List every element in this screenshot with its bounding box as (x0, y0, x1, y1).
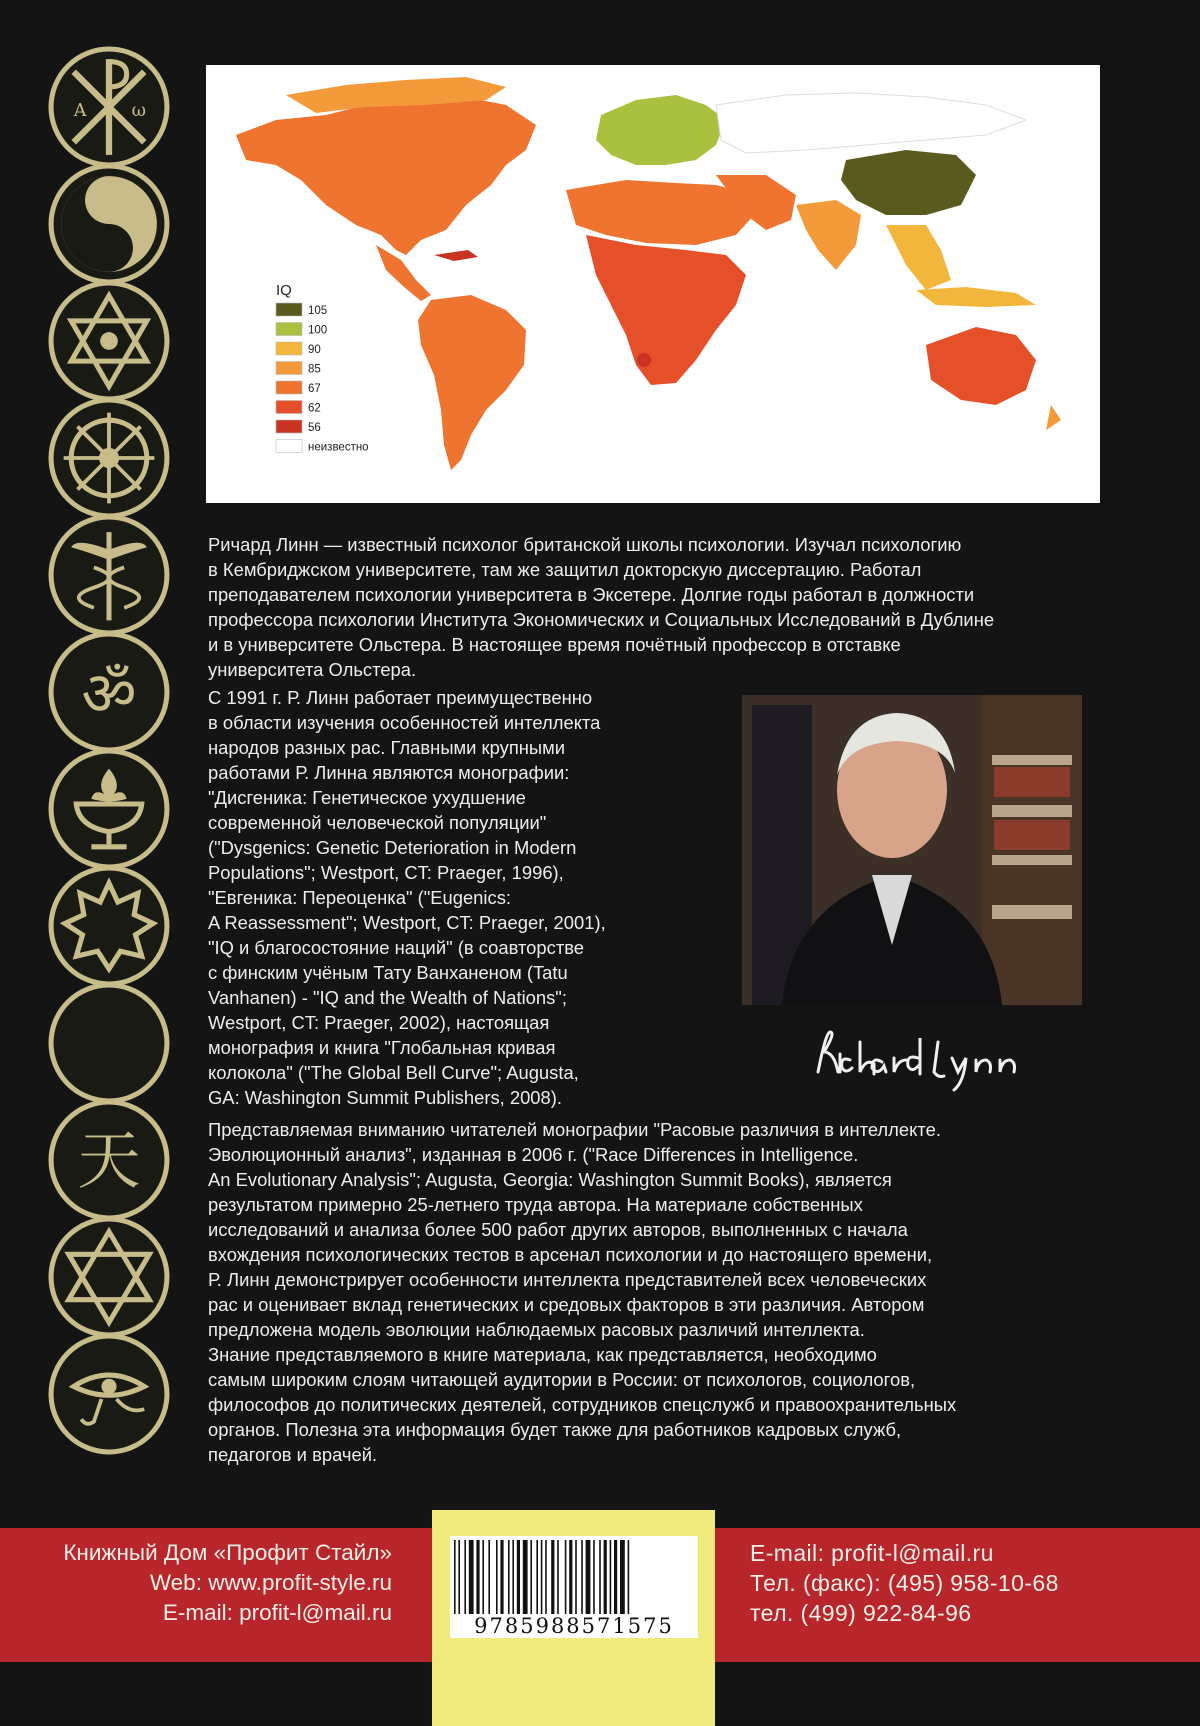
svg-text:天: 天 (77, 1124, 141, 1198)
australia-region (926, 327, 1036, 405)
barcode-bar (512, 1540, 514, 1614)
text-line: преподавателем психологии университета в Эксетере. Долгие годы работал в должности (208, 584, 975, 605)
bio-works (208, 685, 678, 1110)
indonesia-region (916, 287, 1036, 307)
text-line: Vanhanen) - "IQ and the Wealth of Nations"; (208, 987, 567, 1008)
east-asia-region (841, 150, 976, 215)
publisher-name: Книжный Дом «Профит Стайл» (63, 1540, 392, 1565)
text-line: рас и оценивает вклад генетических и средовых факторов в эти различия. Автором (208, 1294, 925, 1315)
barcode-bar (530, 1540, 532, 1614)
barcode-bar (599, 1540, 601, 1614)
legend-label: 85 (308, 363, 321, 376)
legend-swatch (276, 362, 302, 375)
barcode-bar (610, 1540, 612, 1614)
legend-label: 62 (308, 402, 321, 415)
chi-rho-icon (46, 44, 172, 170)
text-line: ("Dysgenics: Genetic Deterioration in Modern (208, 837, 577, 858)
legend-label: 100 (308, 324, 328, 337)
bio-closing (208, 1117, 1120, 1467)
text-line: и в университете Ольстера. В настоящее время почётный профессор в отставке (208, 634, 901, 655)
tian-character-icon (46, 1097, 172, 1223)
contact-email[interactable]: E-mail: profit-l@mail.ru (750, 1540, 994, 1566)
contact-phone: тел. (499) 922-84-96 (750, 1600, 972, 1626)
barcode-bar (536, 1540, 538, 1614)
text-line: Представляемая вниманию читателей монографии "Расовые различия в интеллекте. (208, 1119, 941, 1140)
legend-swatch (276, 303, 302, 316)
text-line: работами Р. Линна являются монографии: (208, 762, 570, 783)
contact-phone-fax: Тел. (факс): (495) 958-10-68 (750, 1570, 1059, 1596)
barcode-panel (432, 1510, 715, 1726)
text-line: A Reassessment"; Westport, CT: Praeger, 2001), (208, 912, 606, 933)
publisher-web[interactable]: Web: www.profit-style.ru (149, 1570, 392, 1595)
text-line: в области изучения особенностей интеллекта (208, 712, 601, 733)
north-america-region (236, 95, 536, 255)
barcode-bar (551, 1540, 554, 1614)
dharma-wheel-icon (46, 395, 172, 521)
barcode-bar (586, 1540, 591, 1614)
text-line: монография и книга "Глобальная кривая (208, 1037, 556, 1058)
barcode-bar (581, 1540, 583, 1614)
barcode-bar (545, 1540, 547, 1614)
barcode-bar (517, 1540, 520, 1614)
barcode-bar (575, 1540, 577, 1614)
barcode-bar (488, 1540, 490, 1614)
russia-region (716, 93, 1026, 153)
text-line: предложена модель эволюции наблюдаемых расовых различий интеллекта. (208, 1319, 865, 1340)
barcode-bar (620, 1540, 625, 1614)
text-line: самым широким слоям читающей аудитории в России: от психологов, социологов, (208, 1369, 916, 1390)
nine-pointed-star-icon (46, 863, 172, 989)
star-of-david-skull-icon (46, 278, 172, 404)
map-legend-title: IQ (276, 282, 292, 299)
text-line: Эволюционный анализ", изданная в 2006 г. ("Race Differences in Intelligence. (208, 1144, 859, 1165)
text-line: в Кембриджском университете, там же защитил докторскую диссертацию. Работал (208, 559, 922, 580)
barcode-bar (569, 1540, 572, 1614)
legend-label: 90 (308, 344, 321, 356)
bio-intro (208, 532, 1120, 682)
eye-of-horus-icon (46, 1331, 172, 1457)
europe-region (596, 95, 726, 165)
barcode-bar (458, 1540, 460, 1614)
north-africa-region (566, 180, 754, 245)
legend-swatch (276, 401, 302, 414)
barcode-bar (496, 1540, 498, 1614)
barcode-bar (500, 1540, 503, 1614)
publisher-email[interactable]: E-mail: profit-l@mail.ru (162, 1600, 392, 1625)
barcode-bar (454, 1540, 456, 1614)
text-line: результатом примерно 25-летнего труда автора. На материале собственных (208, 1194, 863, 1215)
text-line: GA: Washington Summit Publishers, 2008). (208, 1087, 563, 1108)
text-line: Р. Линн демонстрирует особенности интеллекта представителей всех человеческих (208, 1269, 927, 1290)
barcode-bar (593, 1540, 595, 1614)
map-legend (276, 303, 369, 454)
text-line: философов до политических деятелей, сотрудников спецслужб и правоохранительных (208, 1394, 957, 1415)
text-line: исследований и анализа более 500 работ других авторов, выполненных с начала (208, 1219, 908, 1240)
text-line: вхождения психологических тестов в арсенал психологии и до настоящего времени, (208, 1244, 933, 1265)
crescent-moon-icon (46, 980, 172, 1106)
barcode-bar (476, 1540, 479, 1614)
text-line: университета Ольстера. (208, 659, 417, 680)
text-line: С 1991 г. Р. Линн работает преимущественно (208, 687, 593, 708)
author-signature (808, 1012, 1068, 1092)
world-iq-map (206, 65, 1100, 503)
text-line: Знание представляемого в книге материала, как представляется, необходимо (208, 1344, 877, 1365)
legend-swatch (276, 381, 302, 394)
south-asia-region (796, 200, 861, 270)
star-of-david-icon (46, 1214, 172, 1340)
text-line: органов. Полезна эта информация будет также для работников кадровых служб, (208, 1419, 902, 1440)
barcode-bar (508, 1540, 510, 1614)
barcode-bar (541, 1540, 543, 1614)
text-line: "Дисгеника: Генетическое ухудшение (208, 787, 526, 808)
legend-swatch (276, 323, 302, 336)
legend-label: 105 (308, 305, 328, 317)
text-line: колокола" ("The Global Bell Curve"; Augusta, (208, 1062, 579, 1083)
barcode-bar (464, 1540, 466, 1614)
legend-swatch (276, 420, 302, 433)
isbn-digits: 9785988571575 (450, 1614, 698, 1638)
religious-symbols-column (40, 44, 180, 1424)
southeast-asia-region (886, 225, 951, 290)
barcode-bar (565, 1540, 567, 1614)
svg-text:ॐ: ॐ (81, 659, 137, 730)
legend-label: 67 (308, 383, 321, 395)
text-line: народов разных рас. Главными крупными (208, 737, 566, 758)
om-icon (46, 629, 172, 755)
south-america-region (418, 295, 526, 470)
new-zealand-region (1046, 405, 1061, 430)
text-line: Populations"; Westport, CT: Praeger, 1996), (208, 862, 564, 883)
legend-swatch (276, 440, 302, 453)
legend-label: 56 (308, 422, 321, 434)
caduceus-icon (46, 512, 172, 638)
barcode-bar (614, 1540, 617, 1614)
text-line: An Evolutionary Analysis"; Augusta, Georgia: Washington Summit Books), является (208, 1169, 892, 1190)
legend-label: неизвестно (308, 441, 369, 454)
sub-saharan-africa-region (586, 235, 746, 385)
yin-yang-icon (46, 161, 172, 287)
svg-text:ω: ω (131, 100, 147, 121)
barcode-bar (604, 1540, 607, 1614)
text-line: Ричард Линн — известный психолог британской школы психологии. Изучал психологию (208, 534, 962, 555)
text-line: "IQ и благосостояние наций" (в соавторстве (208, 937, 585, 958)
svg-text:A: A (73, 100, 87, 121)
contact-info (750, 1538, 1059, 1628)
barcode-bar (482, 1540, 484, 1614)
barcode-bar (628, 1540, 630, 1614)
flaming-chalice-icon (46, 746, 172, 872)
text-line: "Евгеника: Переоценка" ("Eugenics: (208, 887, 511, 908)
text-line: профессора психологии Института Экономических и Социальных Исследований в Дублине (208, 609, 995, 630)
text-line: Westport, CT: Praeger, 2002), настоящая (208, 1012, 550, 1033)
barcode-bar (469, 1540, 474, 1614)
caribbean-region (434, 250, 478, 261)
publisher-info (63, 1538, 392, 1628)
text-line: с финским учёным Тату Ванханеном (Tatu (208, 962, 568, 983)
barcode-bar (523, 1540, 528, 1614)
author-photo (742, 695, 1082, 1005)
text-line: современной человеческой популяции" (208, 812, 547, 833)
legend-swatch (276, 342, 302, 355)
text-line: педагогов и врачей. (208, 1444, 378, 1465)
barcode-bar (557, 1540, 559, 1614)
